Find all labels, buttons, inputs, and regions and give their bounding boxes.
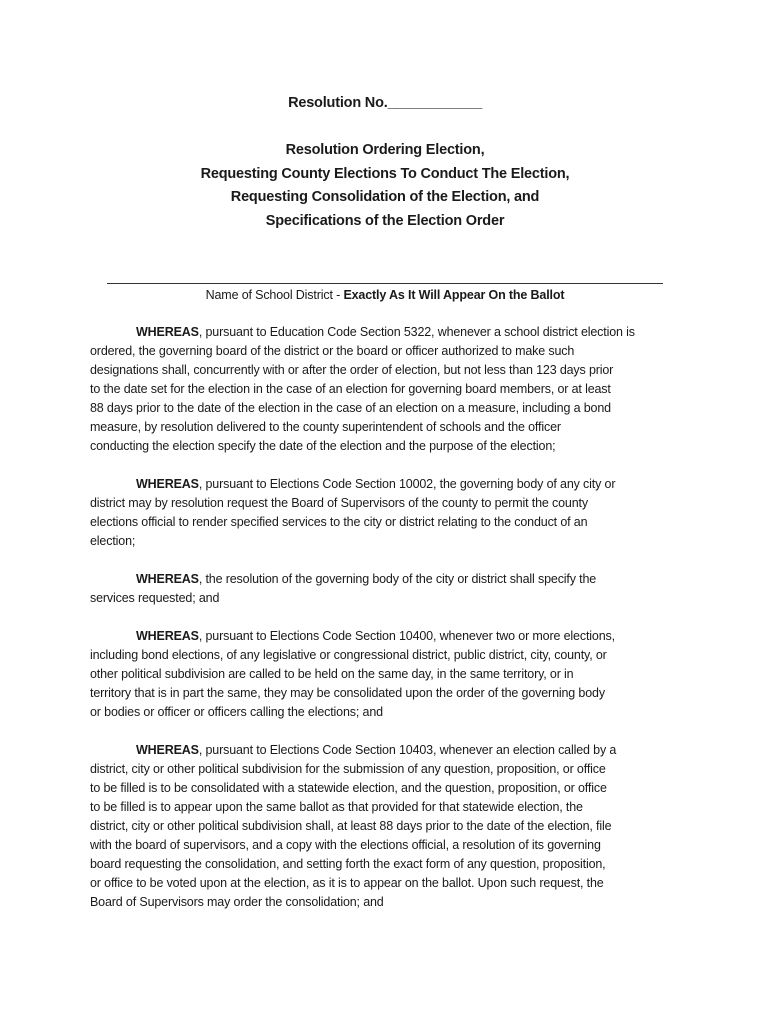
paragraph-line: measure, by resolution delivered to the county superintendent of schools and the officer bbox=[90, 420, 561, 434]
title-line: Requesting Consolidation of the Election, and bbox=[230, 189, 540, 205]
paragraph-line: or office to be voted upon at the election, as it is to appear on the ballot. Upon such request, the bbox=[90, 876, 604, 890]
paragraph-line: with the board of supervisors, and a copy with the elections official, a resolution of its governing bbox=[90, 838, 601, 852]
resolution-number: Resolution No.____________ bbox=[288, 95, 482, 111]
paragraph-line: services requested; and bbox=[90, 591, 220, 605]
district-name-blank-line bbox=[107, 283, 663, 284]
caption-prefix: Name of School District - bbox=[205, 288, 344, 302]
whereas-keyword: WHEREAS bbox=[136, 325, 199, 339]
paragraph-text: , the resolution of the governing body of the city or district shall specify the bbox=[198, 572, 597, 586]
paragraph-line: territory that is in part the same, they may be consolidated upon the order of the governing body bbox=[90, 686, 605, 700]
paragraph-line: designations shall, concurrently with or after the order of election, but not less than 123 days prior bbox=[90, 363, 614, 377]
whereas-keyword: WHEREAS bbox=[136, 629, 199, 643]
title-line: Specifications of the Election Order bbox=[265, 212, 505, 229]
paragraph-first-line bbox=[90, 627, 660, 646]
paragraph-text: , pursuant to Education Code Section 5322, whenever a school district election is bbox=[198, 325, 635, 339]
resolution-title bbox=[0, 139, 770, 233]
paragraph-first-line bbox=[90, 323, 660, 342]
paragraph-text: , pursuant to Elections Code Section 10403, whenever an election called by a bbox=[198, 743, 617, 757]
paragraph-line: board requesting the consolidation, and setting forth the exact form of any question, proposition, bbox=[90, 857, 606, 871]
caption-emphasis: Exactly As It Will Appear On the Ballot bbox=[343, 288, 565, 302]
whereas-paragraph bbox=[90, 570, 660, 608]
whereas-keyword: WHEREAS bbox=[136, 572, 199, 586]
paragraph-line: or bodies or officer or officers calling the elections; and bbox=[90, 705, 383, 719]
whereas-paragraph bbox=[90, 323, 660, 456]
paragraph-text: , pursuant to Elections Code Section 10400, whenever two or more elections, bbox=[198, 629, 615, 643]
whereas-paragraph bbox=[90, 741, 660, 912]
paragraph-first-line bbox=[90, 475, 660, 494]
paragraph-line: Board of Supervisors may order the consolidation; and bbox=[90, 895, 384, 909]
whereas-paragraph bbox=[90, 475, 660, 551]
paragraph-line: district, city or other political subdivision shall, at least 88 days prior to the date of the election, file bbox=[90, 819, 612, 833]
title-line: Resolution Ordering Election, bbox=[285, 142, 485, 158]
paragraph-line: elections official to render specified services to the city or district relating to the conduct of an bbox=[90, 515, 588, 529]
paragraph-line: 88 days prior to the date of the election in the case of an election on a measure, including a bond bbox=[90, 401, 611, 415]
whereas-keyword: WHEREAS bbox=[136, 477, 199, 491]
paragraph-line: district, city or other political subdivision for the submission of any question, proposition, or office bbox=[90, 762, 606, 776]
paragraph-line: to be filled is to appear upon the same ballot as that provided for that statewide election, the bbox=[90, 800, 583, 814]
paragraph-line: election; bbox=[90, 534, 136, 548]
whereas-paragraph bbox=[90, 627, 660, 722]
district-name-caption bbox=[0, 288, 770, 302]
paragraph-line: ordered, the governing board of the district or the board or officer authorized to make such bbox=[90, 344, 575, 358]
whereas-keyword: WHEREAS bbox=[136, 743, 199, 757]
paragraph-line: other political subdivision are called to be held on the same day, in the same territory, or in bbox=[90, 667, 574, 681]
paragraph-line: conducting the election specify the date of the election and the purpose of the election; bbox=[90, 439, 556, 453]
title-line: Requesting County Elections To Conduct The Election, bbox=[200, 165, 570, 182]
paragraph-line: to be filled is to be consolidated with a statewide election, and the question, proposition, or office bbox=[90, 781, 607, 795]
paragraph-text: , pursuant to Elections Code Section 10002, the governing body of any city or bbox=[198, 477, 616, 491]
paragraph-line: to the date set for the election in the case of an election for governing board members, or at least bbox=[90, 382, 611, 396]
paragraph-line: including bond elections, of any legislative or congressional district, public district, city, county, or bbox=[90, 648, 607, 662]
paragraph-first-line bbox=[90, 741, 660, 760]
paragraph-line: district may by resolution request the Board of Supervisors of the county to permit the county bbox=[90, 496, 588, 510]
paragraph-first-line bbox=[90, 570, 660, 589]
